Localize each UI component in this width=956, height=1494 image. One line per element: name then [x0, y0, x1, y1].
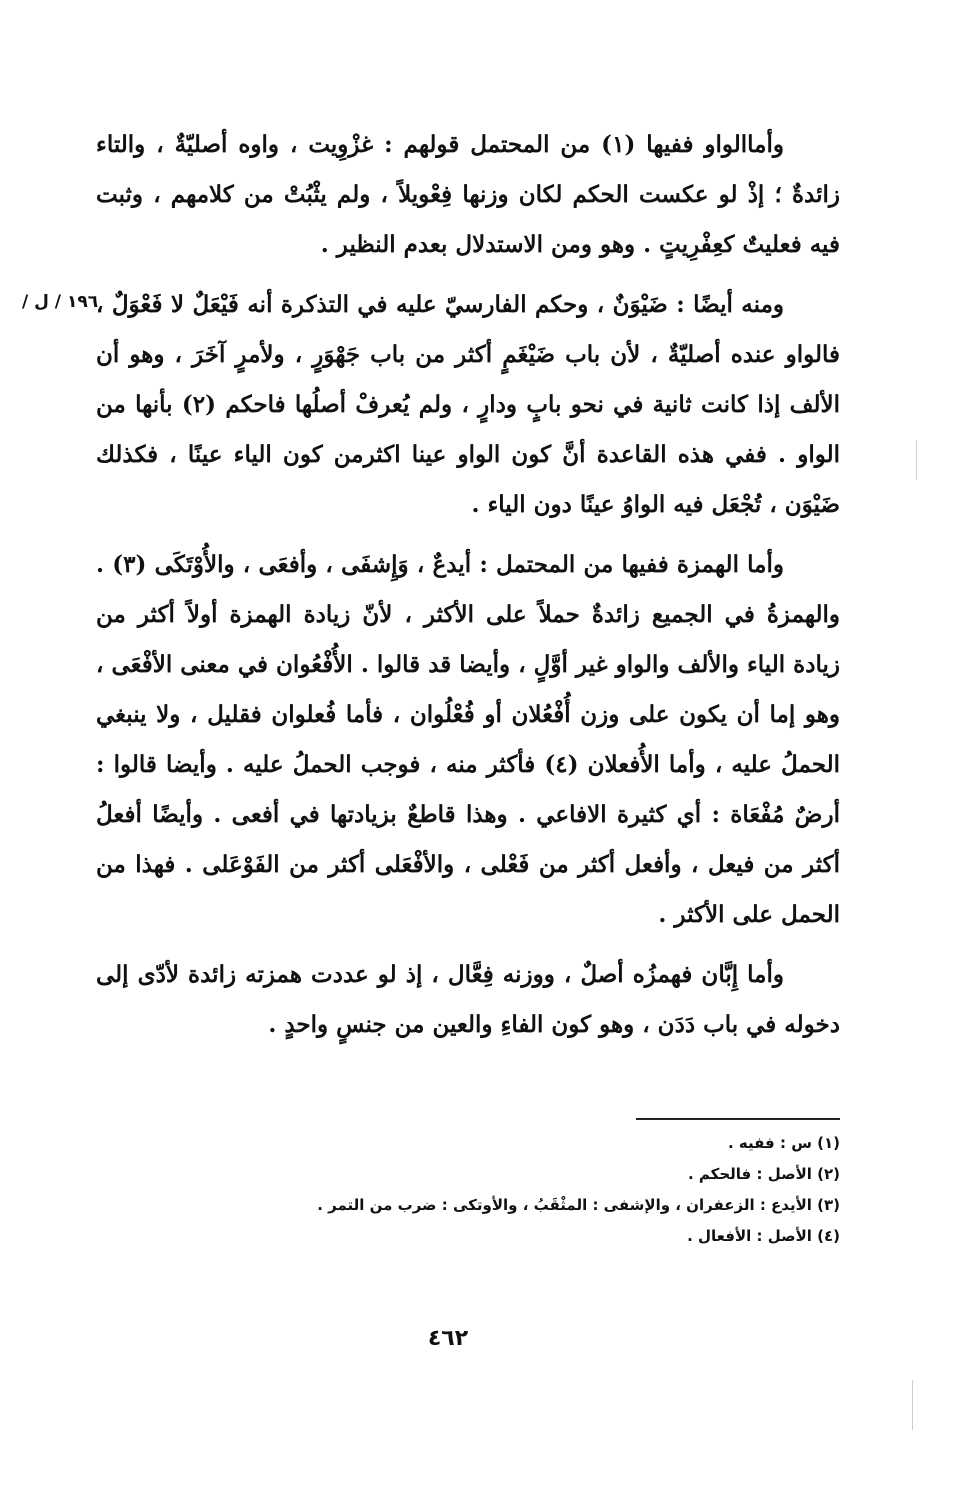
footnote-2: (٢) الأصل : فالحكم .	[687, 1165, 840, 1183]
footnote-3: (٣) الأيدع : الزعفران ، والإشفى : المثْقَبُ ، والأوتكى : ضرب من التمر .	[317, 1196, 840, 1214]
main-text	[96, 120, 840, 1060]
footnote-1: (١) س : ففيه .	[728, 1134, 840, 1152]
footnotes	[96, 1128, 840, 1252]
paragraph-ibban: وأما إِبَّان فهمزُه أصلٌ ، ووزنه فِعَّال ، إذ لو عددت همزته زائدة لأدّى إلى دخوله في باب دَدَن ، وهو كون الفاءِ والعين من جنسٍ واحدٍ .	[96, 961, 840, 1038]
footnote-4: (٤) الأصل : الأفعال .	[687, 1227, 840, 1245]
footnote-divider	[636, 1118, 840, 1120]
scan-artifact	[916, 440, 917, 480]
paragraph-dayawn: ومنه أيضًا : ضَيْوَنٌ ، وحكم الفارسيّ عليه في التذكرة أنه فَيْعَلٌ لا فَعْوَلٌ ، فالواو عنده أصليّةٌ ، لأن باب ضَيْغَمٍ أكثر من باب جَهْوَرٍ ، ولأمرٍ آخَرَ ، وهو أن الألف إذا كانت ثانية في نحو بابٍ ودارٍ ، ولم يُعرفْ أصلُها فاحكم (٢) بأنها من الواو . ففي هذه القاعدة أنَّ كون الواو عينا اكثرمن كون الياء عينًا ، فكذلك ضَيْوَن ، تُجْعَل فيه الواوُ عينًا دون الياء .	[96, 291, 840, 518]
scan-artifact	[912, 1380, 913, 1430]
paragraph-waw: وأماالواو ففيها (١) من المحتمل قولهم : غزْوِيت ، واوه أصليّةٌ ، والتاء زائدةٌ ؛ إذْ لو عكست الحكم لكان وزنها فِعْويلاً ، ولم يثْبُتْ من كلامهم ، وثبت فيه فعليتٌ كعِفْرِيتٍ . وهو ومن الاستدلال بعدم النظير .	[96, 131, 840, 258]
manuscript-folio-reference: / ١٩٦ / ل	[22, 292, 99, 312]
paragraph-hamza: وأما الهمزة ففيها من المحتمل : أيدعٌ ، وَإِشفَى ، وأفعَى ، والأُوْتَكَى (٣) . والهمزةُ في الجميع زائدةٌ حملاً على الأكثر ، لأنّ زيادة الهمزة أولاً أكثر من زيادة الياء والألف والواو غير أوَّلٍ ، وأيضا قد قالوا . الأُفْعُوان في معنى الأفْعَى ، وهو إما أن يكون على وزن أُفْعُلان أو فُعْلُوان ، فأما فُعلوان فقليل ، ولا ينبغي الحملُ عليه ، وأما الأُفعلان (٤) فأكثر منه ، فوجب الحملُ عليه . وأيضا قالوا : أرضٌ مُفْعَاة : أي كثيرة الافاعي . وهذا قاطعٌ بزيادتها في أفعى . وأيضًا أفعلُ أكثر من فيعل ، وأفعل أكثر من فَعْلى ، والأفْعَلى أكثر من الفَوْعَلى . فهذا من الحمل على الأكثر .	[96, 551, 841, 928]
page-number: ٤٦٢	[427, 1326, 469, 1351]
